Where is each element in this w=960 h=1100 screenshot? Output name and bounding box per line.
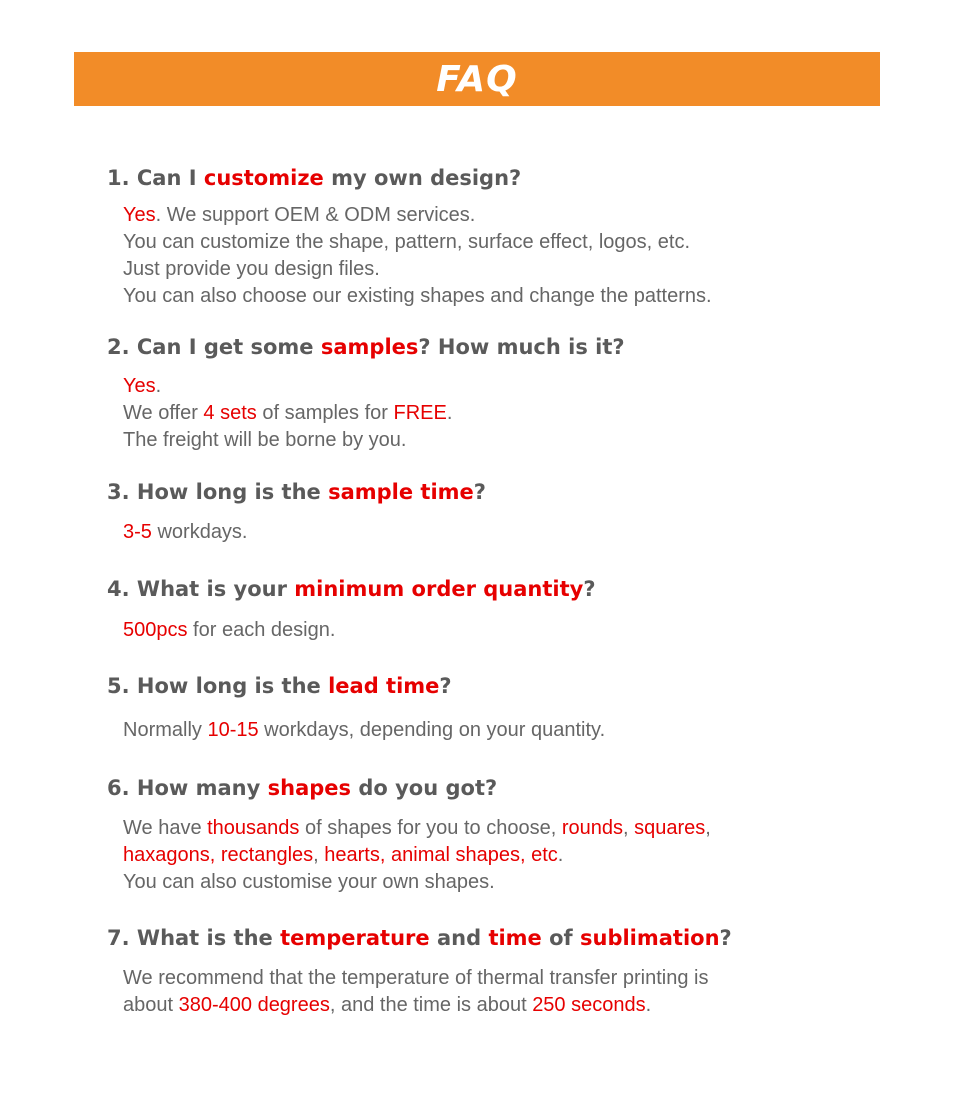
answer-line: Yes.: [123, 375, 162, 397]
faq-answer-3: [123, 519, 248, 546]
faq-answer-7: [123, 965, 708, 1019]
answer-line: Normally 10-15 workdays, depending on your quantity.: [123, 719, 606, 741]
answer-line: Just provide you design files.: [123, 258, 380, 280]
faq-answer-4: [123, 617, 335, 644]
answer-line: You can also choose our existing shapes and change the patterns.: [123, 285, 712, 307]
answer-line: The freight will be borne by you.: [123, 429, 407, 451]
answer-line: You can customize the shape, pattern, surface effect, logos, etc.: [123, 231, 691, 253]
answer-line: 3-5 workdays.: [123, 521, 248, 543]
faq-answer-6: [123, 815, 711, 896]
faq-question-4: 4. What is your minimum order quantity?: [107, 577, 596, 601]
faq-question-7: 7. What is the temperature and time of sublimation?: [107, 926, 732, 950]
faq-question-2: 2. Can I get some samples? How much is it?: [107, 335, 625, 359]
answer-line: haxagons, rectangles, hearts, animal shapes, etc.: [123, 844, 564, 866]
faq-question-3: 3. How long is the sample time?: [107, 480, 486, 504]
answer-line: about 380-400 degrees, and the time is about 250 seconds.: [123, 994, 652, 1016]
answer-line: We have thousands of shapes for you to choose, rounds, squares,: [123, 817, 711, 839]
faq-question-5: 5. How long is the lead time?: [107, 674, 452, 698]
faq-question-1: 1. Can I customize my own design?: [107, 166, 522, 190]
faq-banner: [74, 52, 880, 106]
answer-line: You can also customise your own shapes.: [123, 871, 495, 893]
answer-line: We offer 4 sets of samples for FREE.: [123, 402, 453, 424]
answer-line: We recommend that the temperature of thermal transfer printing is: [123, 967, 709, 989]
answer-line: Yes. We support OEM & ODM services.: [123, 204, 476, 226]
faq-answer-1: [123, 202, 712, 310]
faq-answer-2: [123, 373, 452, 454]
banner-title: FAQ: [436, 58, 518, 100]
answer-line: 500pcs for each design.: [123, 619, 336, 641]
faq-answer-5: [123, 717, 605, 744]
faq-question-6: 6. How many shapes do you got?: [107, 776, 498, 800]
